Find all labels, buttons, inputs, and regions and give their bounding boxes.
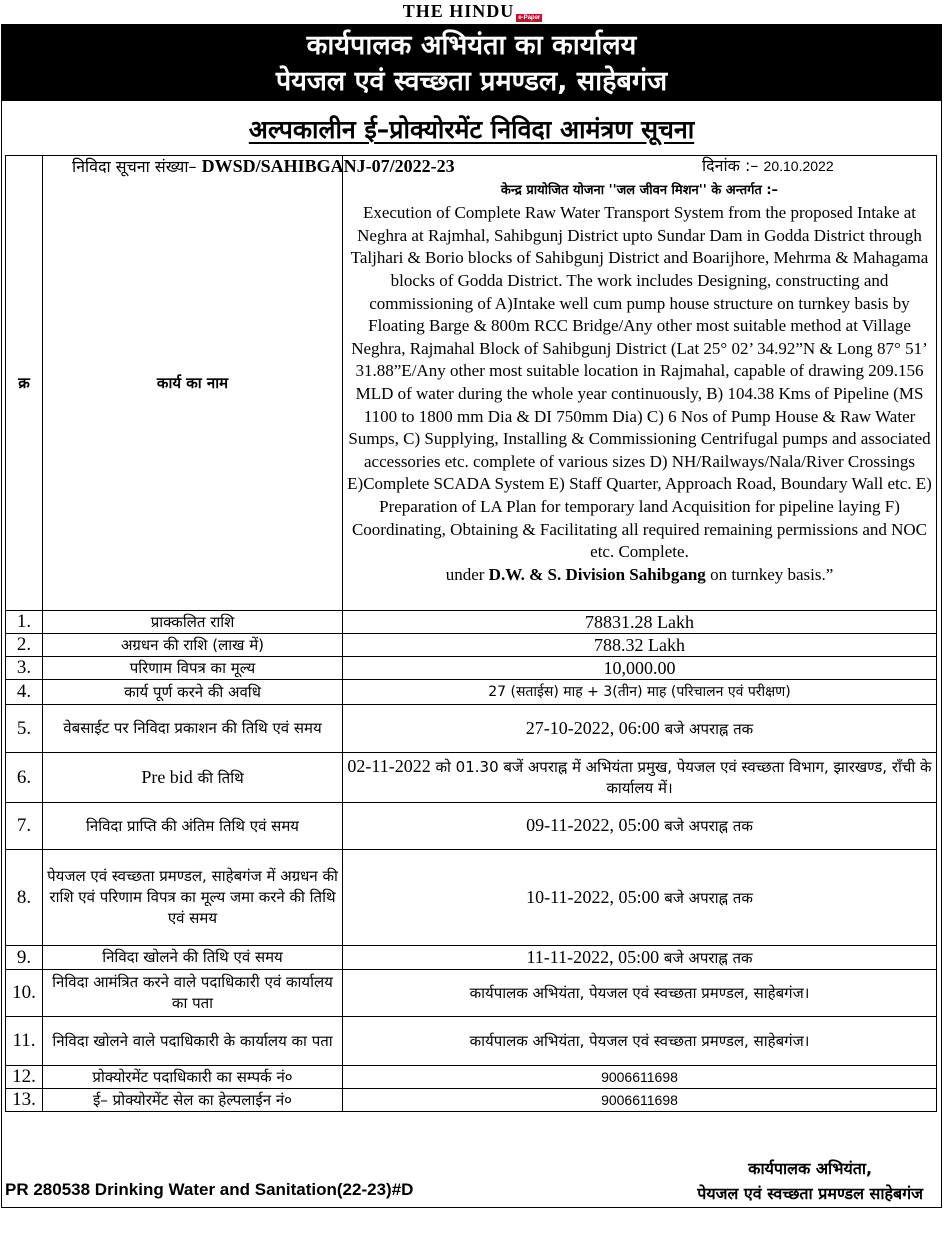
table-row	[6, 803, 937, 850]
division-name: D.W. & S. Division Sahibgang	[488, 564, 706, 584]
row-value-time-note: बजे अपराह्न तक	[659, 817, 753, 835]
row-number: 11.	[6, 1017, 43, 1066]
work-under-line	[346, 564, 933, 587]
table-row	[6, 1066, 937, 1089]
row-label: निविदा खोलने वाले पदाधिकारी के कार्यालय का पता	[43, 1017, 343, 1066]
row-value-date: 11-11-2022, 05:00	[526, 946, 660, 967]
table-row	[6, 753, 937, 803]
table-row	[6, 705, 937, 753]
work-description-text: Execution of Complete Raw Water Transport System from the proposed Intake at Neghra at Rajmhal, Sahibgunj District upto Sundar Dam in Godda District through Taljhari & Borio blocks of Sahibgunj District and Boarijhore, Mehrma & Mahagama blocks of Godda District. The work includes Designing, constructing and commissioning of A)Intake well cum pump house structure on turnkey basis by Floating Barge & 800m RCC Bridge/Any other most suitable method at Village Neghra, Rajmahal Block of Sahibgunj District (Lat 25° 02’ 34.92”N & Long 87° 51’ 31.88”E/Any other most suitable location in Rajmahal, capable of drawing 209.156 MLD of water during the whole year continuously, B) 104.38 Kms of Pipeline (MS 1100 to 1800 mm Dia & DI 750mm Dia) C) 6 Nos of Pump House & Raw Water Sumps, C) Supplying, Installing & Commissioning Centrifugal pumps and associated accessories etc. complete of various sizes D) NH/Railways/Nala/River Crossings E)Complete SCADA System E) Staff Quarter, Approach Road, Boundary Wall etc. E) Preparation of LA Plan for temporary land Acquisition for pipeline laying F) Coordinating, Obtaining & Facilitating all required remaining permissions and NOC etc. Complete.	[347, 203, 932, 562]
row-label: प्रोक्योरमेंट पदाधिकारी का सम्पर्क नं०	[43, 1066, 343, 1089]
row-value-time-note: बजे अपराह्न तक	[659, 948, 753, 967]
row-label: परिणाम विपत्र का मूल्य	[43, 657, 343, 680]
header-banner	[2, 25, 941, 101]
row-value	[343, 850, 937, 946]
row-label: अग्रधन की राशि (लाख में)	[43, 634, 343, 657]
row-label: निविदा आमंत्रित करने वाले पदाधिकारी एवं कार्यालय का पता	[43, 970, 343, 1017]
pr-number: PR 280538 Drinking Water and Sanitation(22-23)#D	[5, 1180, 414, 1199]
table-row	[6, 680, 937, 705]
row-value	[343, 705, 937, 753]
table-row	[6, 946, 937, 970]
row-number: 5.	[6, 705, 43, 753]
tender-details-table	[5, 155, 937, 1112]
row-label: निविदा खोलने की तिथि एवं समय	[43, 946, 343, 970]
row-value-place: को 01.30 बजें अपराह्न में अभियंता प्रमुख, पेयजल एवं स्वच्छता विभाग, झारखण्ड, राँची के कार्यालय में।	[430, 758, 932, 797]
row-label	[43, 753, 343, 803]
row-value: कार्यपालक अभियंता, पेयजल एवं स्वच्छता प्रमण्डल, साहेबगंज।	[343, 1017, 937, 1066]
row-label: पेयजल एवं स्वच्छता प्रमण्डल, साहेबगंज में अग्रधन की राशि एवं परिणाम विपत्र का मूल्य जमा करने की तिथि एवं समय	[43, 850, 343, 946]
row-label: वेबसाईट पर निविदा प्रकाशन की तिथि एवं समय	[43, 705, 343, 753]
publication-name: THE HINDU	[402, 1, 515, 21]
under-prefix: under	[445, 564, 489, 584]
epaper-tag: e-Paper	[518, 15, 541, 21]
row-value	[343, 803, 937, 850]
row-value: कार्यपालक अभियंता, पेयजल एवं स्वच्छता प्रमण्डल, साहेबगंज।	[343, 970, 937, 1017]
row-number: 2.	[6, 634, 43, 657]
notice-number-label: निविदा सूचना संख्या–	[72, 157, 197, 176]
table-row	[6, 970, 937, 1017]
signature-block	[697, 1156, 923, 1206]
row-value: 9006611698	[343, 1066, 937, 1089]
row-number: 12.	[6, 1066, 43, 1089]
row-value: 788.32 Lakh	[343, 634, 937, 657]
row-value	[343, 753, 937, 803]
table-row	[6, 1089, 937, 1112]
row-number: 1.	[6, 611, 43, 634]
row-value-date: 09-11-2022, 05:00	[526, 815, 660, 835]
row-number: 3.	[6, 657, 43, 680]
work-description	[343, 156, 937, 611]
notice-number-value: DWSD/SAHIBGANJ-07/2022-23	[201, 156, 455, 176]
row-number: 10.	[6, 970, 43, 1017]
notice-date-label: दिनांक :–	[702, 156, 759, 175]
table-row-work-name	[6, 156, 937, 611]
row-number: 7.	[6, 803, 43, 850]
signatory-designation: कार्यपालक अभियंता,	[748, 1159, 873, 1178]
row-number: 8.	[6, 850, 43, 946]
row-number: 9.	[6, 946, 43, 970]
row-value	[343, 946, 937, 970]
masthead	[0, 0, 945, 24]
table-row	[6, 611, 937, 634]
row-value-date: 02-11-2022	[347, 756, 431, 776]
tender-title: अल्पकालीन ई–प्रोक्योरमेंट निविदा आमंत्रण सूचना	[248, 115, 695, 144]
sn-header: क्र	[6, 156, 43, 611]
row-value: 27 (सताईस) माह + 3(तीन) माह (परिचालन एवं परीक्षण)	[343, 680, 937, 705]
row-value-date: 10-11-2022, 05:00	[526, 886, 660, 907]
row-label: निविदा प्राप्ति की अंतिम तिथि एवं समय	[43, 803, 343, 850]
row-number: 6.	[6, 753, 43, 803]
signatory-office: पेयजल एवं स्वच्छता प्रमण्डल साहेबगंज	[697, 1184, 923, 1203]
row-value: 9006611698	[343, 1089, 937, 1112]
row-label-prebid: Pre bid	[141, 766, 193, 787]
table-row	[6, 634, 937, 657]
scheme-name: केन्द्र प्रायोजित योजना ''जल जीवन मिशन'' के अन्तर्गत :–	[500, 182, 779, 198]
row-value-time-note: बजे अपराह्न तक	[659, 888, 753, 907]
row-value: 10,000.00	[343, 657, 937, 680]
table-row	[6, 1017, 937, 1066]
work-name-label: कार्य का नाम	[43, 156, 343, 611]
row-value-time-note: बजे अपराह्न तक	[659, 719, 754, 738]
row-value-date: 27-10-2022, 06:00	[525, 717, 660, 738]
division-title: पेयजल एवं स्वच्छता प्रमण्डल, साहेबगंज	[275, 66, 668, 97]
table-row	[6, 850, 937, 946]
row-number: 13.	[6, 1089, 43, 1112]
row-value: 78831.28 Lakh	[343, 611, 937, 634]
row-label: प्राक्कलित राशि	[43, 611, 343, 634]
row-label-suffix: की तिथि	[192, 768, 244, 787]
notice-date-value: 20.10.2022	[763, 158, 834, 174]
office-title: कार्यपालक अभियंता का कार्यालय	[306, 30, 637, 61]
row-number: 4.	[6, 680, 43, 705]
row-label: ई– प्रोक्योरमेंट सेल का हेल्पलाईन नं०	[43, 1089, 343, 1112]
row-label: कार्य पूर्ण करने की अवधि	[43, 680, 343, 705]
under-suffix: on turnkey basis.”	[705, 564, 834, 584]
table-row	[6, 657, 937, 680]
